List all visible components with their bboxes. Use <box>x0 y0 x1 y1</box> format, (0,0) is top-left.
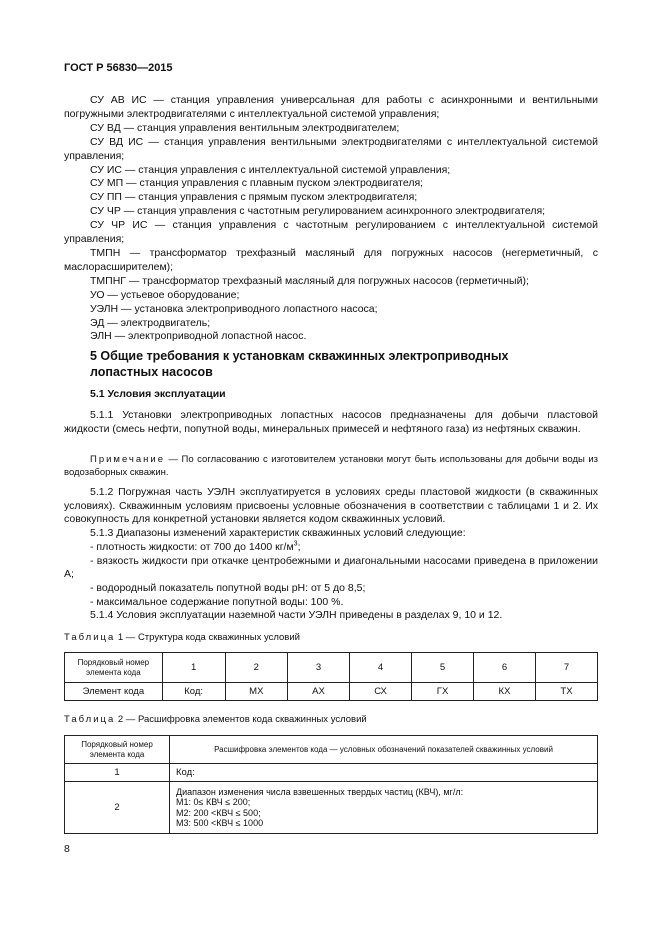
list-item-water: - максимальное содержание попутной воды: 100 %. <box>90 595 344 608</box>
table-row <box>65 653 598 683</box>
table-cell: 2 <box>65 782 170 834</box>
density-text: - плотность жидкости: от 700 до 1400 кг/м <box>90 540 294 553</box>
abbreviation-item: СУ ЧР ИС — станция управления с частотным регулированием с интеллектуальной системой управления; <box>64 219 598 246</box>
table-header-cell: 6 <box>474 653 536 683</box>
table-header-cell: 2 <box>225 653 287 683</box>
table1-caption <box>64 632 300 643</box>
paragraph-5-1-1: 5.1.1 Установки электроприводных лопастных насосов предназначены для добычи пластовой жидкости (смесь нефти, попутной воды, минеральных примесей и нефтяного газа) из нефтяных скважин. <box>64 409 598 435</box>
abbreviation-item: СУ АВ ИС — станция управления универсальная для работы с асинхронными и вентильными погружными электродвигателями с интеллектуальной системой управления; <box>64 94 598 120</box>
abbreviation-item: СУ ПП — станция управления с прямым пуском электродвигателя; <box>90 191 418 204</box>
table-code-decoding <box>64 735 598 834</box>
table-cell: АХ <box>287 683 349 701</box>
document-header: ГОСТ Р 56830—2015 <box>64 62 173 74</box>
subsection-title: 5.1 Условия эксплуатации <box>90 388 226 400</box>
list-item-viscosity: - вязкость жидкости при откачке центробежными и диагональными насосами приведена в приложении А; <box>64 554 598 581</box>
paragraph-5-1-4: 5.1.4 Условия эксплуатации наземной части УЭЛН приведены в разделах 9, 10 и 12. <box>90 609 503 622</box>
table2-caption <box>64 714 367 725</box>
abbreviation-item: УО — устьевое оборудование; <box>90 288 240 301</box>
range-line: М1: 0≤ КВЧ ≤ 200; <box>176 797 251 807</box>
note-text: — По согласованию с изготовителем установки могут быть использованы для добычи воды из водозаборных скважин. <box>64 454 598 478</box>
table-header-cell: Порядковый номер элемента кода <box>65 736 170 764</box>
table-header-cell: 4 <box>350 653 412 683</box>
abbreviation-item: УЭЛН — установка электроприводного лопастного насоса; <box>90 302 378 315</box>
table-header-cell: 1 <box>162 653 225 683</box>
table-cell: Элемент кода <box>65 683 163 701</box>
density-superscript: 3 <box>293 540 298 548</box>
list-item-density <box>64 541 598 555</box>
abbreviation-item: СУ ИС — станция управления с интеллектуальной системой управления; <box>90 163 451 176</box>
abbreviation-item: СУ ЧР — станция управления с частотным регулированием асинхронного электродвигателя; <box>90 205 546 218</box>
table1-caption-text: 1 — Структура кода скважинных условий <box>115 632 300 643</box>
density-end: ; <box>297 540 301 553</box>
table-cell: СХ <box>350 683 412 701</box>
table-cell: МХ <box>225 683 287 701</box>
table-row <box>65 782 598 834</box>
table-header-cell: 5 <box>412 653 474 683</box>
table-row <box>65 736 598 764</box>
note-block <box>64 453 598 479</box>
range-line: М2: 200 <КВЧ ≤ 500; <box>176 807 261 818</box>
abbreviation-item: ЭЛН — электроприводной лопастной насос. <box>90 330 307 343</box>
section-title: 5 Общие требования к установкам скважинных электроприводных лопастных насосов <box>90 349 509 379</box>
table-row <box>65 764 598 782</box>
paragraph-5-1-2: 5.1.2 Погружная часть УЭЛН эксплуатируется в условиях среды пластовой жидкости (в скважинных условиях). Скважинным условиям присвоены условные обозначения в соответствии с таблицами 1 и 2. Их совокупность для конкретной установки является кодом скважинных условий. <box>64 486 598 526</box>
note-paragraph <box>64 453 598 479</box>
table2-caption-label: Таблица <box>64 714 116 725</box>
list-item-ph: - водородный показатель попутной воды pH: от 5 до 8,5; <box>90 581 366 594</box>
abbreviation-item: ЭД — электродвигатель; <box>90 316 211 329</box>
table-cell: ТХ <box>535 683 597 701</box>
table-header-cell: 3 <box>287 653 349 683</box>
table-cell: ГХ <box>412 683 474 701</box>
table-cell: КХ <box>474 683 536 701</box>
table-cell <box>170 782 598 834</box>
page-number: 8 <box>64 843 70 855</box>
table1-caption-label: Таблица <box>64 632 116 643</box>
table-header-cell: Порядковый номер элемента кода <box>65 653 163 683</box>
abbreviation-item: ТМПН — трансформатор трехфазный масляный для погружных насосов (негерметичный, с маслорасширителем); <box>64 246 598 273</box>
paragraph-block-2 <box>64 486 598 623</box>
table-row <box>65 683 598 701</box>
table2-caption-text: 2 — Расшифровка элементов кода скважинных условий <box>115 714 367 725</box>
abbreviations-list <box>64 94 598 344</box>
table-code-structure <box>64 652 598 701</box>
abbreviation-item: СУ МП — станция управления с плавным пуском электродвигателя; <box>90 177 424 190</box>
table-header-cell: Расшифровка элементов кода — условных обозначений показателей скважинных условий <box>170 736 598 764</box>
abbreviation-item: СУ ВД ИС — станция управления вентильными электродвигателями с интеллектуальной системой управления; <box>64 135 598 162</box>
paragraph-5-1-3: 5.1.3 Диапазоны изменений характеристик скважинных условий следующие: <box>90 527 466 540</box>
note-label: Примечание <box>90 454 165 465</box>
abbreviation-item: СУ ВД — станция управления вентильным электродвигателем; <box>90 121 400 134</box>
table-cell: Код: <box>162 683 225 701</box>
table-header-cell: 7 <box>535 653 597 683</box>
abbreviation-item: ТМПНГ — трансформатор трехфазный масляный для погружных насосов (герметичный); <box>90 274 529 287</box>
table-cell: 1 <box>65 764 170 782</box>
range-line: М3: 500 <КВЧ ≤ 1000 <box>176 818 264 828</box>
range-line: Диапазон изменения числа взвешенных твердых частиц (КВЧ), мг/л: <box>176 786 464 797</box>
paragraph-block-1 <box>64 408 598 436</box>
table-cell: Код: <box>170 764 598 782</box>
